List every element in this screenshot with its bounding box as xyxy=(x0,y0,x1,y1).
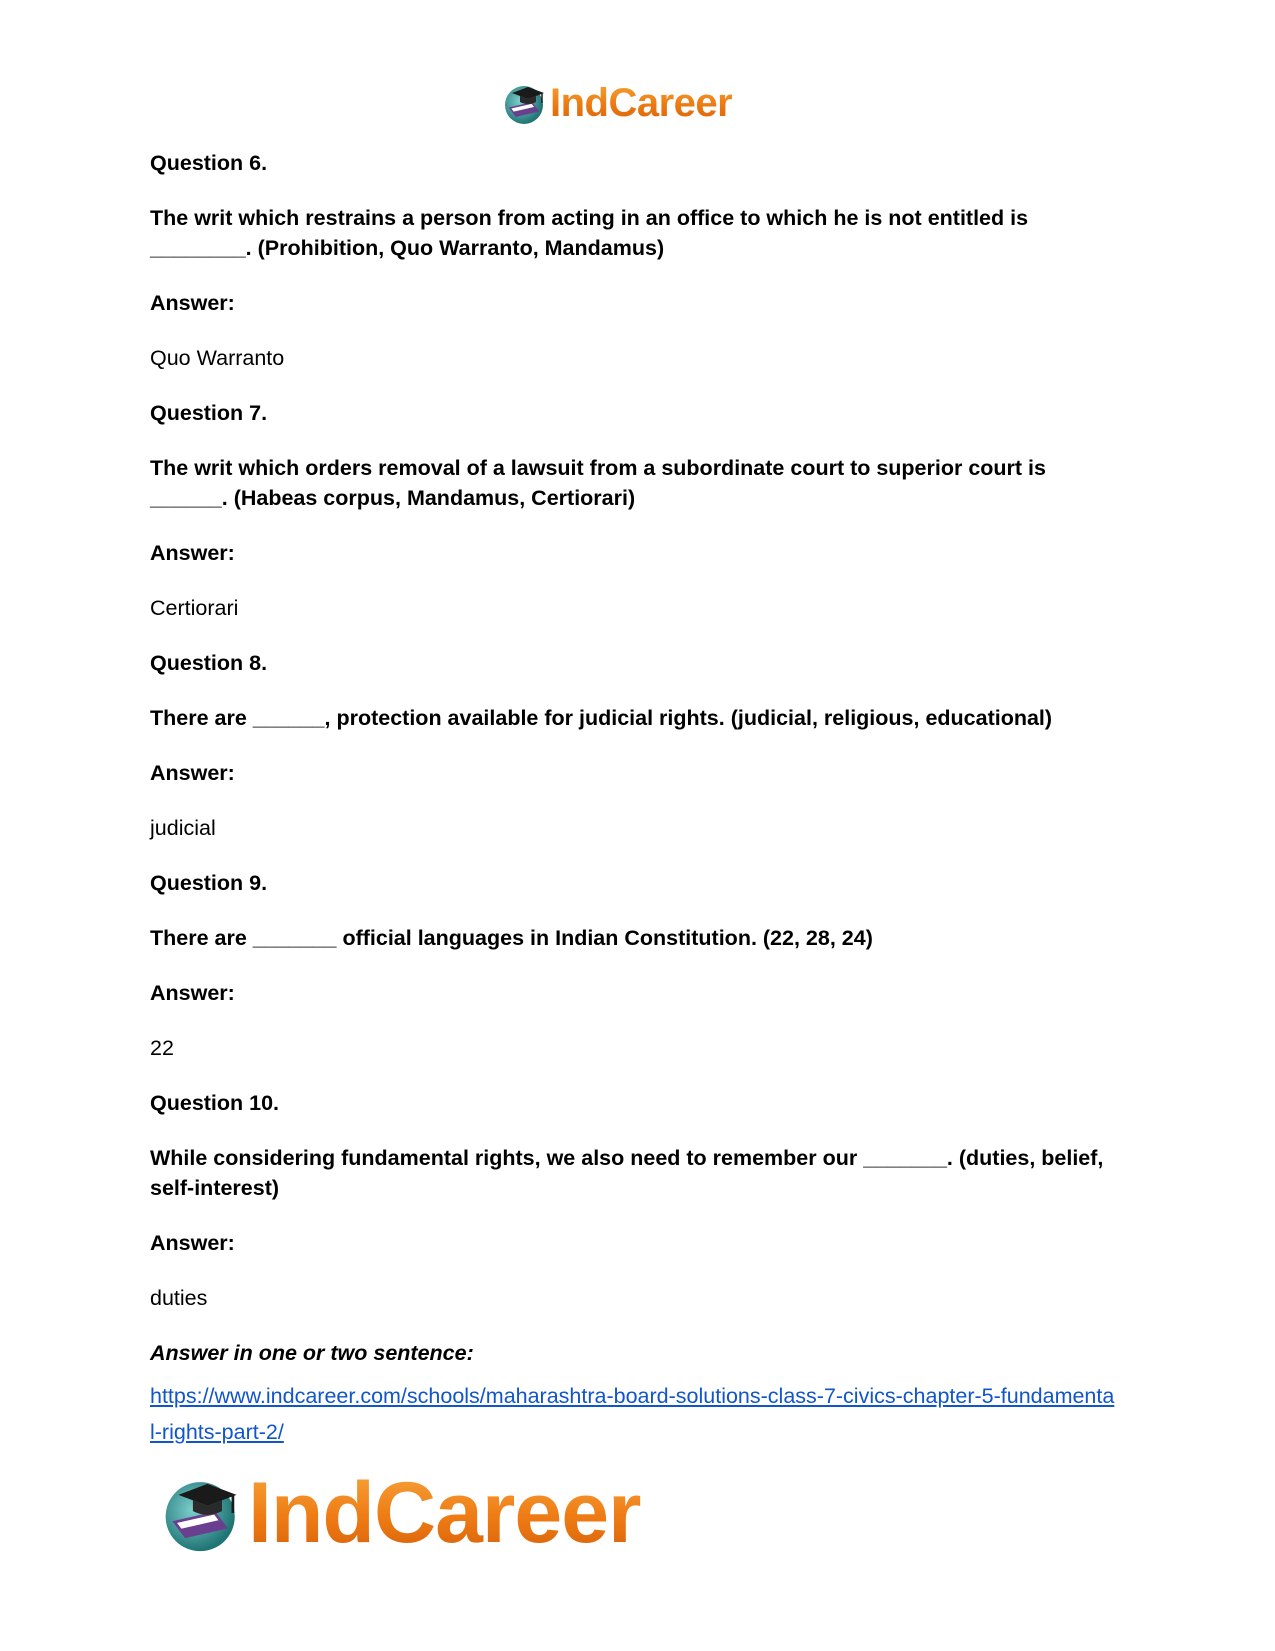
answer-text: duties xyxy=(150,1286,208,1310)
graduation-cap-book-globe-icon xyxy=(502,81,548,125)
question-text: There are ______, protection available for judicial rights. (judicial, religious, educational) xyxy=(150,706,1053,730)
source-link[interactable]: https://www.indcareer.com/schools/maharashtra-board-solutions-class-7-civics-chapter-5-fundamental-rights-part-2/ xyxy=(150,1384,1115,1444)
question-text: The writ which orders removal of a lawsuit from a subordinate court to superior court is ______. (Habeas corpus, Mandamus, Certiorari) xyxy=(150,456,1046,510)
header-logo-text: IndCareer xyxy=(550,81,733,125)
answer-label: Answer: xyxy=(150,761,235,785)
question-label: Question 10. xyxy=(150,1091,280,1115)
question-label: Question 8. xyxy=(150,651,268,675)
answer-label: Answer: xyxy=(150,981,235,1005)
section-heading: Answer in one or two sentence: xyxy=(150,1341,474,1365)
question-text: While considering fundamental rights, we also need to remember our _______. (duties, belief, self-interest) xyxy=(150,1146,1104,1200)
question-label: Question 6. xyxy=(150,151,268,175)
question-text: There are _______ official languages in Indian Constitution. (22, 28, 24) xyxy=(150,926,873,950)
question-text: The writ which restrains a person from acting in an office to which he is not entitled is ________. (Prohibition, Quo Warranto, Mandamus) xyxy=(150,206,1029,260)
question-label: Question 7. xyxy=(150,401,268,425)
graduation-cap-book-globe-icon xyxy=(160,1473,244,1553)
question-label: Question 9. xyxy=(150,871,268,895)
answer-label: Answer: xyxy=(150,1231,235,1255)
footer-logo xyxy=(160,1465,641,1561)
header-logo xyxy=(502,78,732,128)
answer-text: Quo Warranto xyxy=(150,346,285,370)
answer-text: 22 xyxy=(150,1036,174,1060)
answer-text: judicial xyxy=(150,816,216,840)
answer-text: Certiorari xyxy=(150,596,239,620)
answer-label: Answer: xyxy=(150,541,235,565)
footer-logo-text: IndCareer xyxy=(248,1465,641,1561)
answer-label: Answer: xyxy=(150,291,235,315)
document-content xyxy=(150,148,1125,1450)
